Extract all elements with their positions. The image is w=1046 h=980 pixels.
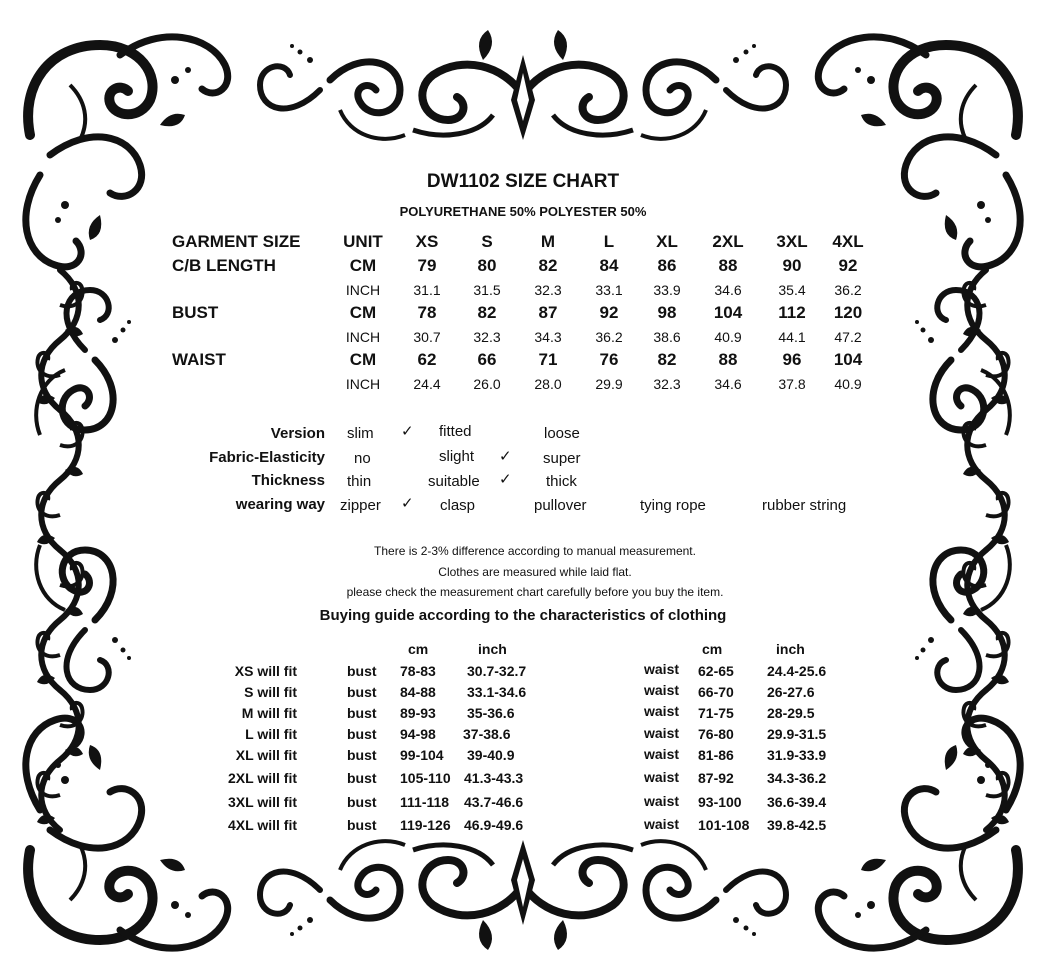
cell-value: 31.1 xyxy=(413,282,441,298)
header-size-m: M xyxy=(540,232,556,251)
guide-fit-label: S will fit xyxy=(244,684,297,700)
cell-value: 120 xyxy=(833,303,863,322)
row-label-bust: BUST xyxy=(172,303,219,322)
row-label-waist: WAIST xyxy=(172,350,226,369)
cell-value: 36.2 xyxy=(834,282,862,298)
guide-fit-label: 3XL will fit xyxy=(228,794,297,810)
guide-waist-label: waist xyxy=(644,725,680,741)
attr-option: suitable xyxy=(428,473,480,490)
guide-waist-cm: 71-75 xyxy=(698,705,734,721)
attr-label-thickness: Thickness xyxy=(251,472,325,489)
attr-option: rubber string xyxy=(762,497,847,514)
cell-value: 31.5 xyxy=(473,282,501,298)
guide-col-cm: cm xyxy=(408,641,429,657)
guide-waist-inch: 24.4-25.6 xyxy=(767,663,827,679)
cell-value: 82 xyxy=(538,256,558,275)
header-garment-size: GARMENT SIZE xyxy=(172,232,301,251)
guide-waist-label: waist xyxy=(644,816,680,832)
guide-waist-label: waist xyxy=(644,793,680,809)
guide-bust-cm: 89-93 xyxy=(400,705,436,721)
attr-option: zipper xyxy=(340,497,381,514)
cell-value: 79 xyxy=(417,256,437,275)
guide-waist-inch: 31.9-33.9 xyxy=(767,747,827,763)
cell-value: 44.1 xyxy=(778,329,806,345)
guide-waist-cm: 81-86 xyxy=(698,747,734,763)
attr-option: loose xyxy=(544,425,580,442)
guide-bust-cm: 105-110 xyxy=(400,770,451,786)
guide-waist-inch: 39.8-42.5 xyxy=(767,817,827,833)
guide-col-cm: cm xyxy=(702,641,723,657)
attr-option: thick xyxy=(546,473,577,490)
note-line: There is 2-3% difference according to manual measurement. xyxy=(374,544,696,558)
guide-bust-inch: 30.7-32.7 xyxy=(467,663,527,679)
cell-value: 104 xyxy=(713,303,743,322)
header-size-xs: XS xyxy=(415,232,439,251)
guide-bust-inch: 46.9-49.6 xyxy=(464,817,524,833)
cell-value: 47.2 xyxy=(834,329,862,345)
cell-value: 76 xyxy=(599,350,619,369)
cell-value: 98 xyxy=(657,303,677,322)
guide-bust-label: bust xyxy=(347,705,377,721)
material-composition: POLYURETHANE 50% POLYESTER 50% xyxy=(399,204,647,219)
cell-value: 29.9 xyxy=(595,376,623,392)
guide-waist-inch: 34.3-36.2 xyxy=(767,770,827,786)
cell-value: 82 xyxy=(477,303,497,322)
guide-waist-label: waist xyxy=(644,661,680,677)
guide-waist-label: waist xyxy=(644,682,680,698)
guide-bust-label: bust xyxy=(347,770,377,786)
guide-waist-label: waist xyxy=(644,769,680,785)
cell-value: 84 xyxy=(599,256,619,275)
cell-value: 30.7 xyxy=(413,329,441,345)
cell-value: 34.6 xyxy=(714,282,742,298)
cell-value: 34.6 xyxy=(714,376,742,392)
guide-bust-inch: 33.1-34.6 xyxy=(467,684,527,700)
cell-value: 78 xyxy=(417,303,437,322)
cell-value: 28.0 xyxy=(534,376,562,392)
header-size-xl: XL xyxy=(656,232,678,251)
guide-bust-cm: 84-88 xyxy=(400,684,436,700)
attr-label-wearing-way: wearing way xyxy=(235,496,325,513)
header-size-3xl: 3XL xyxy=(776,232,808,251)
guide-waist-label: waist xyxy=(644,703,680,719)
cell-value: 88 xyxy=(718,350,738,369)
guide-bust-cm: 111-118 xyxy=(400,794,450,810)
guide-waist-inch: 36.6-39.4 xyxy=(767,794,827,810)
cell-value: 34.3 xyxy=(534,329,562,345)
cell-value: 26.0 xyxy=(473,376,501,392)
unit-inch: INCH xyxy=(345,329,381,345)
cell-value: 32.3 xyxy=(473,329,501,345)
check-icon: ✓ xyxy=(401,423,414,440)
cell-value: 33.9 xyxy=(653,282,681,298)
guide-fit-label: M will fit xyxy=(241,705,297,721)
note-line: please check the measurement chart carefully before you buy the item. xyxy=(346,585,724,599)
guide-bust-cm: 78-83 xyxy=(400,663,436,679)
cell-value: 32.3 xyxy=(534,282,562,298)
header-unit: UNIT xyxy=(343,232,383,251)
cell-value: 33.1 xyxy=(595,282,623,298)
cell-value: 62 xyxy=(417,350,437,369)
guide-bust-inch: 37-38.6 xyxy=(463,726,511,742)
guide-bust-label: bust xyxy=(347,794,377,810)
attr-option: slight xyxy=(439,448,475,465)
cell-value: 71 xyxy=(538,350,558,369)
unit-inch: INCH xyxy=(345,376,381,392)
guide-bust-inch: 41.3-43.3 xyxy=(464,770,524,786)
guide-col-inch: inch xyxy=(478,641,507,657)
header-size-4xl: 4XL xyxy=(832,232,864,251)
guide-waist-cm: 66-70 xyxy=(698,684,734,700)
guide-waist-cm: 101-108 xyxy=(698,817,750,833)
guide-bust-cm: 99-104 xyxy=(400,747,444,763)
guide-fit-label: XS will fit xyxy=(234,663,297,679)
row-label-cb-length: C/B LENGTH xyxy=(172,256,276,275)
attr-option: tying rope xyxy=(640,497,706,514)
guide-waist-cm: 93-100 xyxy=(698,794,742,810)
attr-option: slim xyxy=(347,425,374,442)
cell-value: 92 xyxy=(838,256,858,275)
attr-option: pullover xyxy=(534,497,587,514)
cell-value: 40.9 xyxy=(834,376,862,392)
guide-waist-cm: 87-92 xyxy=(698,770,734,786)
guide-bust-label: bust xyxy=(347,817,377,833)
attr-option: no xyxy=(354,450,371,467)
cell-value: 36.2 xyxy=(595,329,623,345)
guide-col-inch: inch xyxy=(776,641,805,657)
check-icon: ✓ xyxy=(499,471,512,488)
header-size-2xl: 2XL xyxy=(712,232,744,251)
cell-value: 88 xyxy=(718,256,738,275)
cell-value: 66 xyxy=(477,350,497,369)
guide-waist-cm: 76-80 xyxy=(698,726,734,742)
attr-option: super xyxy=(543,450,581,467)
cell-value: 87 xyxy=(538,303,558,322)
cell-value: 32.3 xyxy=(653,376,681,392)
unit-cm: CM xyxy=(349,256,377,275)
unit-cm: CM xyxy=(349,350,377,369)
unit-inch: INCH xyxy=(345,282,381,298)
attr-option: fitted xyxy=(439,423,472,440)
guide-waist-cm: 62-65 xyxy=(698,663,734,679)
cell-value: 35.4 xyxy=(778,282,806,298)
cell-value: 92 xyxy=(599,303,619,322)
guide-bust-label: bust xyxy=(347,684,377,700)
guide-bust-label: bust xyxy=(347,747,377,763)
buying-guide-title: Buying guide according to the characteristics of clothing xyxy=(319,607,727,624)
cell-value: 80 xyxy=(477,256,497,275)
attr-option: thin xyxy=(347,473,372,490)
attr-option: clasp xyxy=(440,497,476,514)
cell-value: 24.4 xyxy=(413,376,441,392)
guide-waist-inch: 26-27.6 xyxy=(767,684,815,700)
attr-label-fabric-elasticity: Fabric-Elasticity xyxy=(209,449,325,466)
guide-fit-label: L will fit xyxy=(245,726,297,742)
attr-label-version: Version xyxy=(270,425,325,442)
guide-waist-inch: 29.9-31.5 xyxy=(767,726,827,742)
cell-value: 112 xyxy=(778,303,806,322)
guide-bust-label: bust xyxy=(347,663,377,679)
note-line: Clothes are measured while laid flat. xyxy=(438,565,632,579)
guide-bust-cm: 119-126 xyxy=(400,817,451,833)
cell-value: 96 xyxy=(782,350,802,369)
guide-fit-label: 4XL will fit xyxy=(228,817,297,833)
cell-value: 104 xyxy=(833,350,863,369)
page-title: DW1102 SIZE CHART xyxy=(426,171,620,192)
guide-fit-label: 2XL will fit xyxy=(228,770,297,786)
header-size-l: L xyxy=(603,232,615,251)
cell-value: 90 xyxy=(782,256,802,275)
unit-cm: CM xyxy=(349,303,377,322)
check-icon: ✓ xyxy=(499,448,512,465)
cell-value: 38.6 xyxy=(653,329,681,345)
guide-bust-label: bust xyxy=(347,726,377,742)
guide-bust-inch: 35-36.6 xyxy=(467,705,515,721)
cell-value: 86 xyxy=(657,256,677,275)
check-icon: ✓ xyxy=(401,495,414,512)
cell-value: 40.9 xyxy=(714,329,742,345)
guide-fit-label: XL will fit xyxy=(235,747,297,763)
guide-bust-inch: 39-40.9 xyxy=(467,747,515,763)
guide-waist-inch: 28-29.5 xyxy=(767,705,815,721)
guide-bust-cm: 94-98 xyxy=(400,726,436,742)
cell-value: 82 xyxy=(657,350,677,369)
header-size-s: S xyxy=(481,232,493,251)
guide-bust-inch: 43.7-46.6 xyxy=(464,794,524,810)
cell-value: 37.8 xyxy=(778,376,806,392)
guide-waist-label: waist xyxy=(644,746,680,762)
